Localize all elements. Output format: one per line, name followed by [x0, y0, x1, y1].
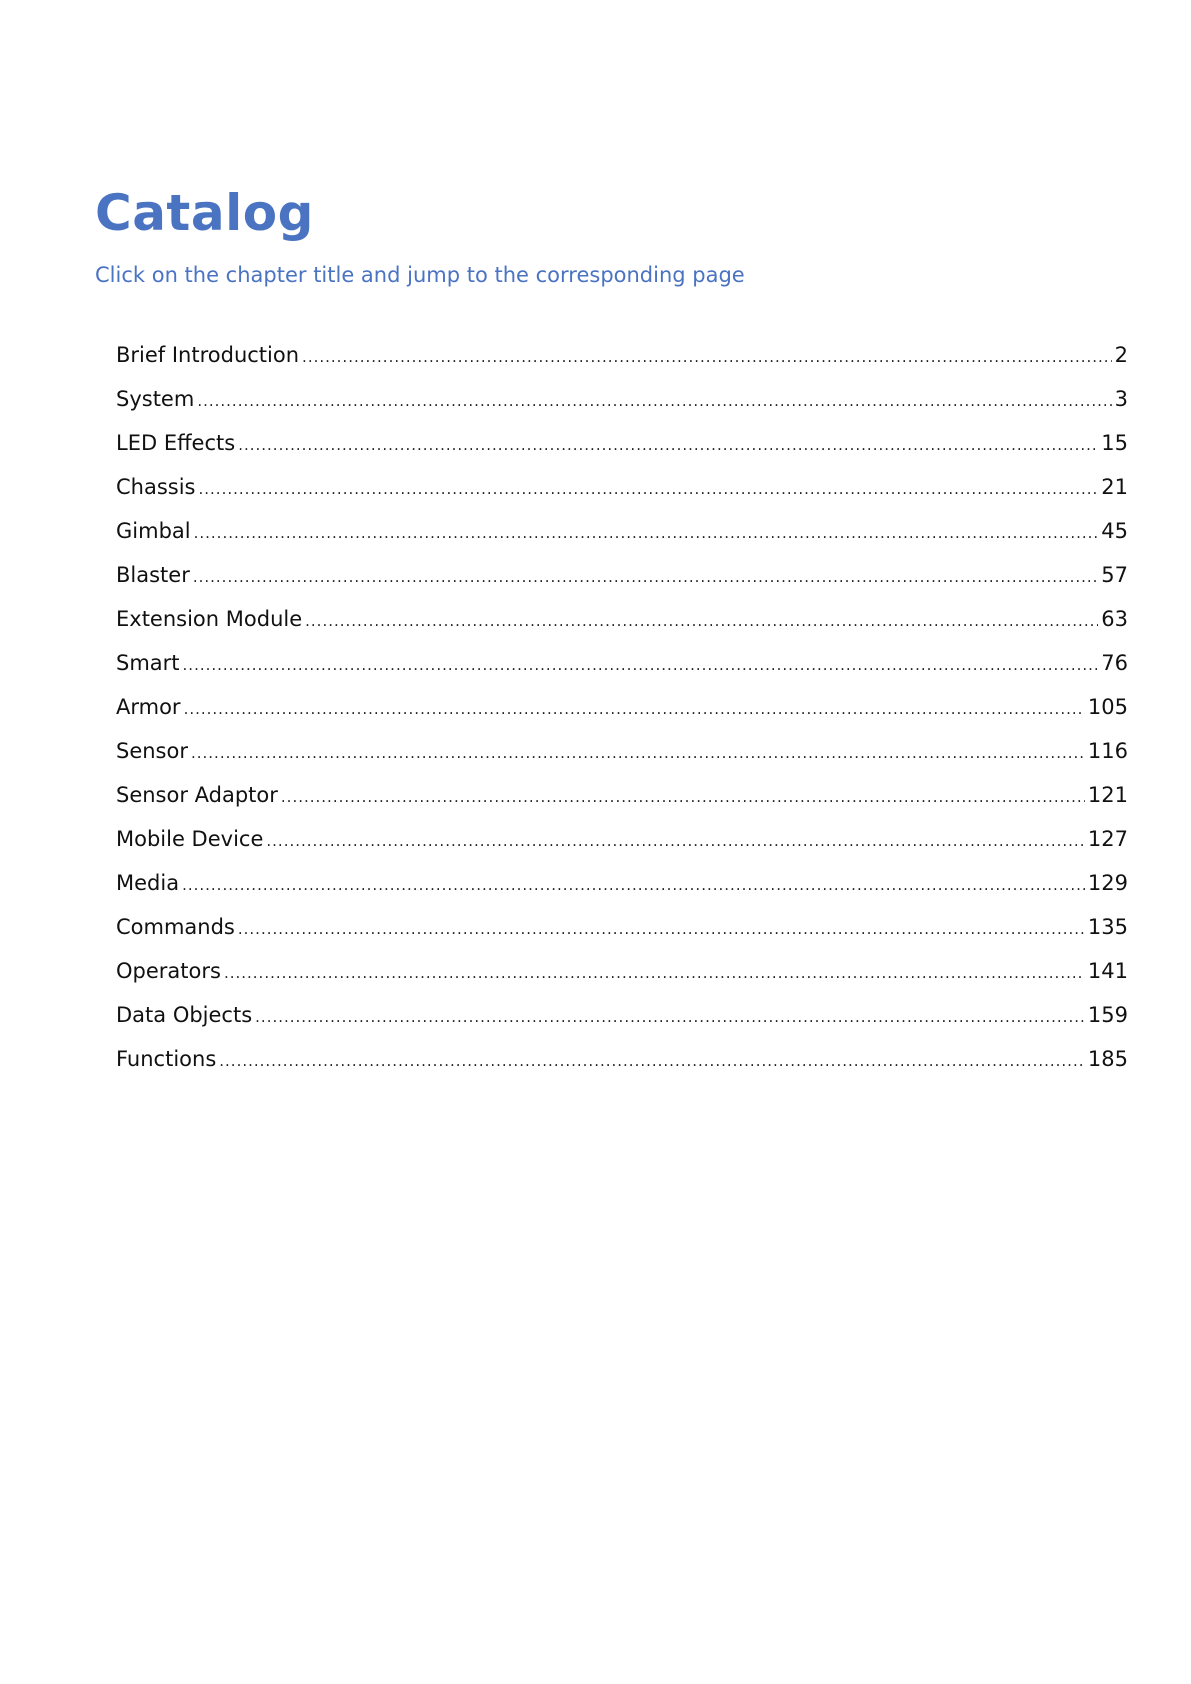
- toc-dot-leader: [302, 342, 1112, 372]
- toc-entry-page: 159: [1087, 1003, 1128, 1027]
- toc-entry-title: Sensor: [116, 739, 188, 763]
- toc-entry-page: 121: [1087, 783, 1128, 807]
- toc-dot-leader: [255, 1002, 1085, 1032]
- toc-entry-title: Smart: [116, 651, 180, 675]
- toc-entry-title: Extension Module: [116, 607, 303, 631]
- toc-entry-title: Chassis: [116, 475, 196, 499]
- toc-dot-leader: [184, 694, 1085, 724]
- toc-entry-smart[interactable]: [116, 648, 1128, 692]
- toc-dot-leader: [266, 826, 1085, 856]
- toc-dot-leader: [191, 738, 1085, 768]
- toc-entry-title: Armor: [116, 695, 181, 719]
- toc-entry-page: 63: [1101, 607, 1128, 631]
- toc-entry-chassis[interactable]: [116, 472, 1128, 516]
- toc-entry-title: Blaster: [116, 563, 190, 587]
- toc-dot-leader: [281, 782, 1085, 812]
- toc-entry-page: 135: [1087, 915, 1128, 939]
- toc-entry-title: Gimbal: [116, 519, 191, 543]
- toc-entry-title: System: [116, 387, 195, 411]
- toc-entry-page: 105: [1087, 695, 1128, 719]
- toc-entry-led-effects[interactable]: [116, 428, 1128, 472]
- toc-entry-page: 57: [1101, 563, 1128, 587]
- toc-entry-title: Media: [116, 871, 180, 895]
- toc-entry-sensor-adaptor[interactable]: [116, 780, 1128, 824]
- toc-entry-blaster[interactable]: [116, 560, 1128, 604]
- toc-entry-system[interactable]: [116, 384, 1128, 428]
- toc-entry-title: Sensor Adaptor: [116, 783, 278, 807]
- toc-entry-title: Operators: [116, 959, 221, 983]
- toc-dot-leader: [199, 474, 1099, 504]
- toc-entry-page: 15: [1101, 431, 1128, 455]
- table-of-contents: [116, 340, 1128, 1088]
- toc-dot-leader: [183, 650, 1099, 680]
- toc-dot-leader: [305, 606, 1098, 636]
- toc-entry-data-objects[interactable]: [116, 1000, 1128, 1044]
- toc-entry-page: 21: [1101, 475, 1128, 499]
- toc-entry-title: Mobile Device: [116, 827, 264, 851]
- toc-entry-title: Data Objects: [116, 1003, 253, 1027]
- toc-entry-page: 141: [1087, 959, 1128, 983]
- toc-dot-leader: [193, 562, 1098, 592]
- toc-entry-title: Brief Introduction: [116, 343, 300, 367]
- toc-entry-title: LED Effects: [116, 431, 236, 455]
- toc-dot-leader: [238, 914, 1085, 944]
- toc-entry-page: 116: [1087, 739, 1128, 763]
- toc-dot-leader: [224, 958, 1085, 988]
- toc-dot-leader: [194, 518, 1099, 548]
- toc-entry-page: 3: [1114, 387, 1128, 411]
- toc-dot-leader: [197, 386, 1111, 416]
- toc-entry-commands[interactable]: [116, 912, 1128, 956]
- toc-entry-functions[interactable]: [116, 1044, 1128, 1088]
- toc-entry-armor[interactable]: [116, 692, 1128, 736]
- toc-entry-media[interactable]: [116, 868, 1128, 912]
- toc-entry-brief-introduction[interactable]: [116, 340, 1128, 384]
- toc-entry-sensor[interactable]: [116, 736, 1128, 780]
- toc-dot-leader: [182, 870, 1085, 900]
- page-title: Catalog: [95, 184, 314, 242]
- toc-entry-page: 76: [1101, 651, 1128, 675]
- toc-entry-page: 185: [1087, 1047, 1128, 1071]
- toc-entry-mobile-device[interactable]: [116, 824, 1128, 868]
- toc-entry-extension-module[interactable]: [116, 604, 1128, 648]
- toc-entry-page: 129: [1087, 871, 1128, 895]
- toc-entry-title: Functions: [116, 1047, 217, 1071]
- toc-entry-gimbal[interactable]: [116, 516, 1128, 560]
- toc-dot-leader: [238, 430, 1098, 460]
- toc-dot-leader: [219, 1046, 1085, 1076]
- toc-entry-page: 45: [1101, 519, 1128, 543]
- toc-entry-page: 127: [1087, 827, 1128, 851]
- toc-entry-page: 2: [1114, 343, 1128, 367]
- toc-entry-operators[interactable]: [116, 956, 1128, 1000]
- page-subtitle: Click on the chapter title and jump to the corresponding page: [95, 263, 745, 287]
- toc-entry-title: Commands: [116, 915, 235, 939]
